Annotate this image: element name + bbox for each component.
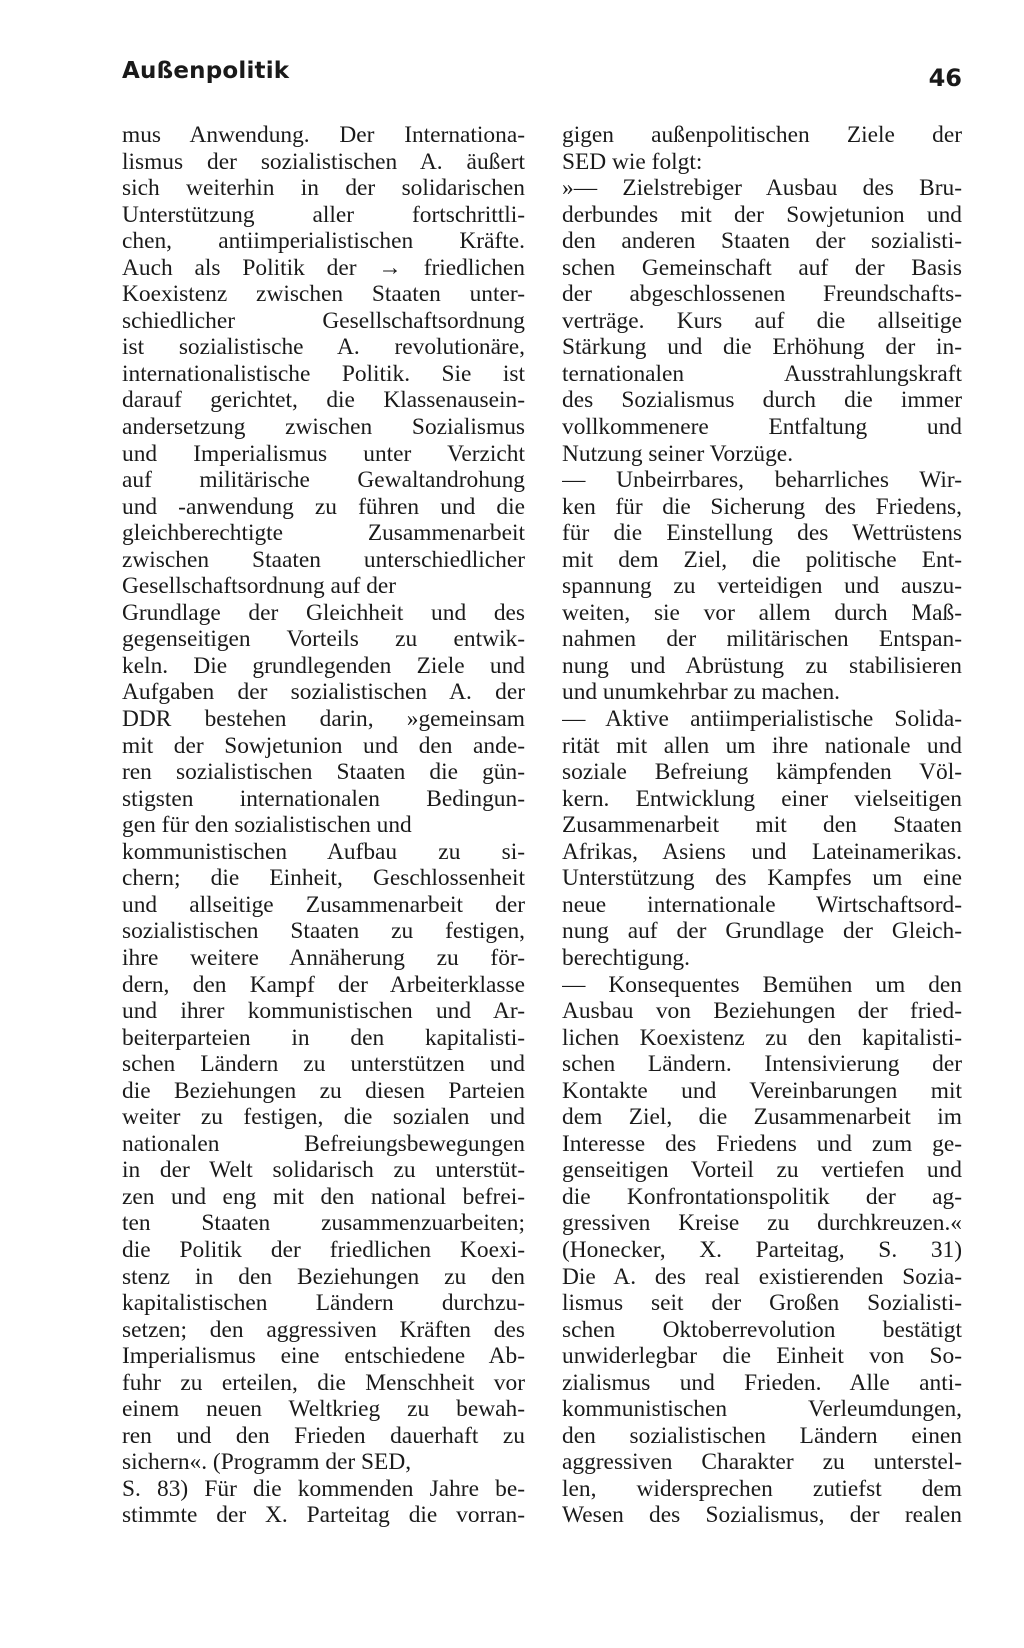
text-line: ternationalen Ausstrahlungskraft (562, 360, 962, 387)
text-line: kern. Entwicklung einer vielseitigen (562, 785, 962, 812)
text-line: — Unbeirrbares, beharrliches Wir- (562, 467, 962, 494)
text-line: »— Zielstrebiger Ausbau des Bru- (562, 175, 962, 202)
text-line: beiterparteien in den kapitalisti- (122, 1024, 525, 1051)
text-line: schen Gemeinschaft auf der Basis (562, 254, 962, 281)
text-line: dem Ziel, die Zusammenarbeit im (562, 1104, 962, 1131)
text-line: kommunistischen Verleumdungen, (562, 1396, 962, 1423)
text-line: gegenseitigen Vorteils zu entwik- (122, 626, 525, 653)
text-line: rität mit allen um ihre nationale und (562, 732, 962, 759)
text-line: stigsten internationalen Bedingun- (122, 785, 525, 812)
text-line: Interesse des Friedens und zum ge- (562, 1130, 962, 1157)
text-line: Gesellschaftsordnung auf der (122, 573, 397, 600)
text-line: ken für die Sicherung des Friedens, (562, 493, 962, 520)
text-line: DDR bestehen darin, »gemeinsam (122, 706, 525, 733)
text-line: neue internationale Wirtschaftsord- (562, 891, 962, 918)
text-line: spannung zu verteidigen und auszu- (562, 573, 962, 600)
text-line: und -anwendung zu führen und die (122, 493, 525, 520)
text-line: Unterstützung des Kampfes um eine (562, 865, 962, 892)
text-line: andersetzung zwischen Sozialismus (122, 414, 525, 441)
text-line: stimmte der X. Parteitag die vorran- (122, 1502, 525, 1529)
text-line: sozialistischen Staaten zu festigen, (122, 918, 525, 945)
text-line: — Aktive antiimperialistische Solida- (562, 706, 962, 733)
text-line: zialismus und Frieden. Alle anti- (562, 1369, 962, 1396)
text-line: schen Oktoberrevolution bestätigt (562, 1316, 962, 1343)
text-line: weiten, sie vor allem durch Maß- (562, 599, 962, 626)
text-line: unwiderlegbar die Einheit von So- (562, 1343, 962, 1370)
text-line: einem neuen Weltkrieg zu bewah- (122, 1396, 525, 1423)
left-text-column (122, 122, 525, 1529)
text-line: stenz in den Beziehungen zu den (122, 1263, 525, 1290)
text-line: fuhr zu erteilen, die Menschheit vor (122, 1369, 525, 1396)
text-line: weiter zu festigen, die sozialen und (122, 1104, 525, 1131)
page-number: 46 (928, 64, 962, 92)
text-line: (Honecker, X. Parteitag, S. 31) (562, 1236, 962, 1263)
running-title: Außenpolitik (122, 58, 290, 84)
text-line: Zusammenarbeit mit den Staaten (562, 812, 962, 839)
text-line: ren sozialistischen Staaten die gün- (122, 759, 525, 786)
text-line: vollkommenere Entfaltung und (562, 414, 962, 441)
text-line: Nutzung seiner Vorzüge. (562, 440, 794, 467)
text-line: die Politik der friedlichen Koexi- (122, 1236, 525, 1263)
text-line: den sozialistischen Ländern einen (562, 1422, 962, 1449)
text-line: soziale Befreiung kämpfenden Völ- (562, 759, 962, 786)
text-line: Imperialismus eine entschiedene Ab- (122, 1343, 525, 1370)
text-line: ren und den Frieden dauerhaft zu (122, 1422, 525, 1449)
text-line: nung auf der Grundlage der Gleich- (562, 918, 962, 945)
text-line: sichern«. (Programm der SED, (122, 1449, 412, 1476)
text-line: Koexistenz zwischen Staaten unter- (122, 281, 525, 308)
text-line: mit dem Ziel, die politische Ent- (562, 546, 962, 573)
text-line: — Konsequentes Bemühen um den (562, 971, 962, 998)
text-line: lismus der sozialistischen A. äußert (122, 148, 525, 175)
text-line: ihre weitere Annäherung zu för- (122, 944, 525, 971)
text-line: chern; die Einheit, Geschlossenheit (122, 865, 525, 892)
text-line: verträge. Kurs auf die allseitige (562, 307, 962, 334)
text-line: der abgeschlossenen Freundschafts- (562, 281, 962, 308)
text-line: sich weiterhin in der solidarischen (122, 175, 525, 202)
text-line: zwischen Staaten unterschiedlicher (122, 546, 525, 573)
text-line: ist sozialistische A. revolutionäre, (122, 334, 525, 361)
text-line: keln. Die grundlegenden Ziele und (122, 652, 525, 679)
text-line: zen und eng mit den national befrei- (122, 1183, 525, 1210)
text-line: und unumkehrbar zu machen. (562, 679, 840, 706)
text-line: internationalistische Politik. Sie ist (122, 360, 525, 387)
text-line: auf militärische Gewaltandrohung (122, 467, 525, 494)
text-line: len, widersprechen zutiefst dem (562, 1475, 962, 1502)
text-line: Die A. des real existierenden Sozia- (562, 1263, 962, 1290)
text-line: Wesen des Sozialismus, der realen (562, 1502, 962, 1529)
text-line: gressiven Kreise zu durchkreuzen.« (562, 1210, 962, 1237)
text-line: nationalen Befreiungsbewegungen (122, 1130, 525, 1157)
text-line: kapitalistischen Ländern durchzu- (122, 1290, 525, 1317)
text-line: derbundes mit der Sowjetunion und (562, 201, 962, 228)
text-line: aggressiven Charakter zu unterstel- (562, 1449, 962, 1476)
text-line: die Konfrontationspolitik der ag- (562, 1183, 962, 1210)
text-line: Kontakte und Vereinbarungen mit (562, 1077, 962, 1104)
text-line: Unterstützung aller fortschrittli- (122, 201, 525, 228)
text-line: mus Anwendung. Der Internationa- (122, 122, 525, 148)
text-line: schen Ländern zu unterstützen und (122, 1051, 525, 1078)
text-line: chen, antiimperialistischen Kräfte. (122, 228, 525, 255)
text-line: den anderen Staaten der sozialisti- (562, 228, 962, 255)
text-line: schiedlicher Gesellschaftsordnung (122, 307, 525, 334)
text-line: nahmen der militärischen Entspan- (562, 626, 962, 653)
text-line: mit der Sowjetunion und den ande- (122, 732, 525, 759)
text-line: und ihrer kommunistischen und Ar- (122, 998, 525, 1025)
text-line: lismus seit der Großen Sozialisti- (562, 1290, 962, 1317)
text-line: SED wie folgt: (562, 148, 703, 175)
text-line: und allseitige Zusammenarbeit der (122, 891, 525, 918)
text-line: Ausbau von Beziehungen der fried- (562, 998, 962, 1025)
text-line: ten Staaten zusammenzuarbeiten; (122, 1210, 525, 1237)
text-line: dern, den Kampf der Arbeiterklasse (122, 971, 525, 998)
text-line: Aufgaben der sozialistischen A. der (122, 679, 525, 706)
page-header (122, 58, 962, 98)
text-line: in der Welt solidarisch zu unterstüt- (122, 1157, 525, 1184)
text-line: Auch als Politik der → friedlichen (122, 254, 525, 281)
text-line: des Sozialismus durch die immer (562, 387, 962, 414)
text-line: Grundlage der Gleichheit und des (122, 599, 525, 626)
text-line: gigen außenpolitischen Ziele der (562, 122, 962, 148)
text-line: nung und Abrüstung zu stabilisieren (562, 652, 962, 679)
text-line: kommunistischen Aufbau zu si- (122, 838, 525, 865)
text-line: Stärkung und die Erhöhung der in- (562, 334, 962, 361)
text-line: setzen; den aggressiven Kräften des (122, 1316, 525, 1343)
text-line: die Beziehungen zu diesen Parteien (122, 1077, 525, 1104)
right-text-column (562, 122, 962, 1529)
text-line: für die Einstellung des Wettrüstens (562, 520, 962, 547)
text-line: lichen Koexistenz zu den kapitalisti- (562, 1024, 962, 1051)
text-line: darauf gerichtet, die Klassenausein- (122, 387, 525, 414)
text-line: genseitigen Vorteil zu vertiefen und (562, 1157, 962, 1184)
text-line: gleichberechtigte Zusammenarbeit (122, 520, 525, 547)
text-line: schen Ländern. Intensivierung der (562, 1051, 962, 1078)
text-line: gen für den sozialistischen und (122, 812, 412, 839)
text-line: berechtigung. (562, 944, 690, 971)
text-line: Afrikas, Asiens und Lateinamerikas. (562, 838, 962, 865)
text-line: S. 83) Für die kommenden Jahre be- (122, 1475, 525, 1502)
text-line: und Imperialismus unter Verzicht (122, 440, 525, 467)
